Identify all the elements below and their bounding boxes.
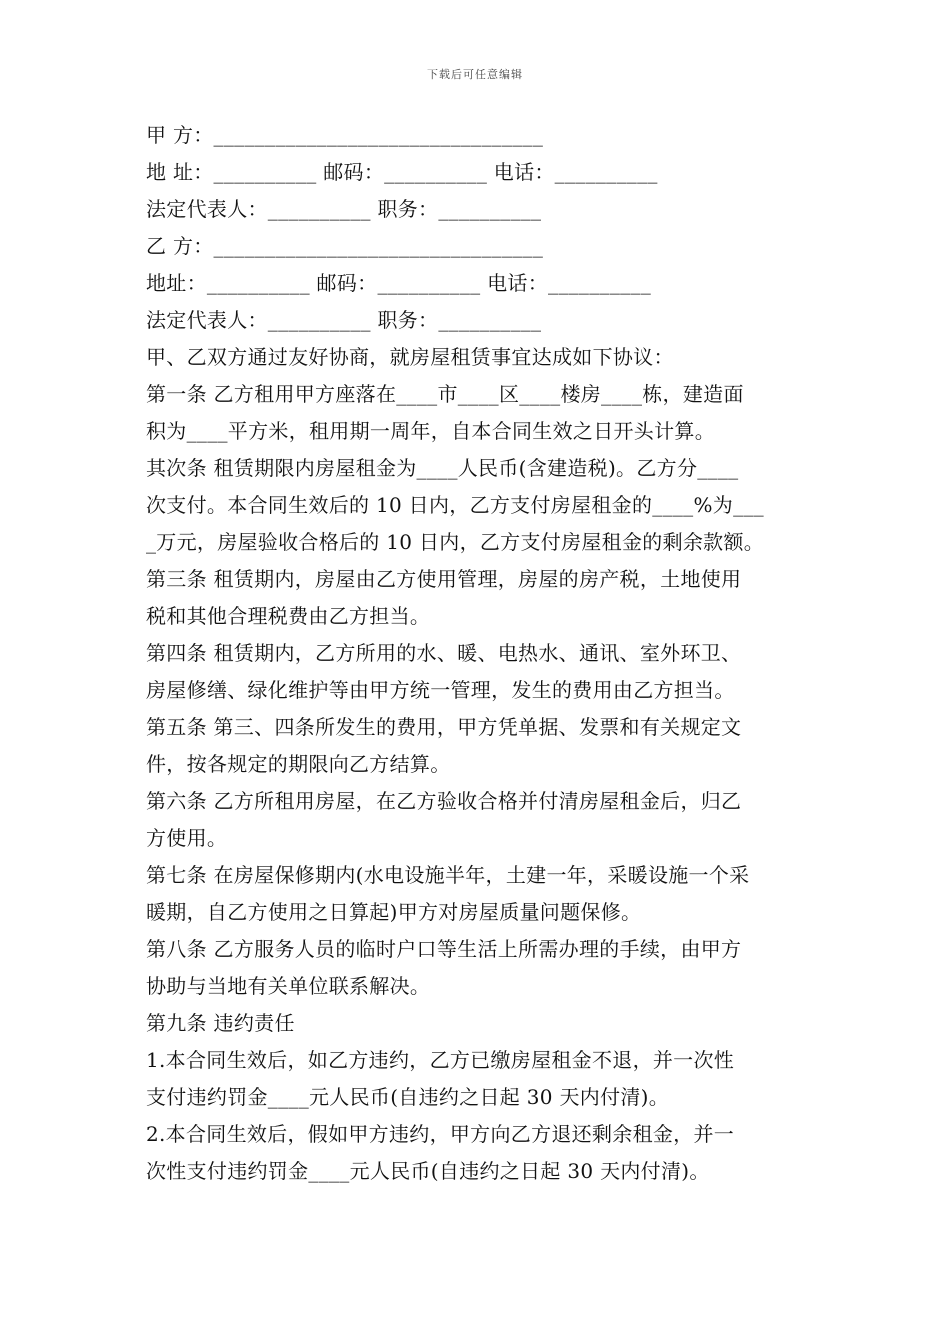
clause-heading-breach: 第九条 违约责任 [146, 1011, 295, 1035]
clause-text-line: _万元，房屋验收合格后的 10 日内，乙方支付房屋租金的剩余款额。 [146, 530, 765, 554]
clause-text-line: 协助与当地有关单位联系解决。 [146, 974, 431, 998]
clause-text-line: 2.本合同生效后，假如甲方违约，甲方向乙方退还剩余租金，并一 [146, 1122, 735, 1146]
clause-text-line: 件，按各规定的期限向乙方结算。 [146, 752, 451, 776]
clause-text-line: 次性支付违约罚金____元人民币(自违约之日起 30 天内付清)。 [146, 1159, 710, 1183]
party-a-address-line: 地 址：__________ 邮码：__________ 电话：__________ [146, 160, 658, 184]
page-header-note: 下载后可任意编辑 [427, 68, 523, 81]
agreement-intro: 甲、乙双方通过友好协商，就房屋租赁事宜达成如下协议： [146, 345, 674, 369]
clause-text-line: 第一条 乙方租用甲方座落在____市____区____楼房____栋，建造面 [146, 382, 744, 406]
clause-text-line: 第八条 乙方服务人员的临时户口等生活上所需办理的手续，由甲方 [146, 937, 742, 961]
contract-body [146, 117, 810, 1190]
clause-text-line: 其次条 租赁期限内房屋租金为____人民币(含建造税)。乙方分____ [146, 456, 739, 480]
clause-text-line: 税和其他合理税费由乙方担当。 [146, 604, 431, 628]
clause-text-line: 第三条 租赁期内，房屋由乙方使用管理，房屋的房产税，土地使用 [146, 567, 742, 591]
clause-text-line: 次支付。本合同生效后的 10 日内，乙方支付房屋租金的____%为___ [146, 493, 764, 517]
party-b-representative-line: 法定代表人：__________ 职务：__________ [146, 308, 542, 332]
clause-text-line: 第七条 在房屋保修期内(水电设施半年，土建一年，采暖设施一个采 [146, 863, 750, 887]
party-b-address-line: 地址：__________ 邮码：__________ 电话：__________ [146, 271, 652, 295]
clause-text-line: 方使用。 [146, 826, 228, 850]
clause-text-line: 积为____平方米，租用期一周年，自本合同生效之日开头计算。 [146, 419, 715, 443]
clause-text-line: 房屋修缮、绿化维护等由甲方统一管理，发生的费用由乙方担当。 [146, 678, 735, 702]
clause-text-line: 1.本合同生效后，如乙方违约，乙方已缴房屋租金不退，并一次性 [146, 1048, 735, 1072]
party-a-line: 甲 方：________________________________ [146, 123, 544, 147]
clause-text-line: 第六条 乙方所租用房屋，在乙方验收合格并付清房屋租金后，归乙 [146, 789, 742, 813]
party-b-line: 乙 方：________________________________ [146, 234, 544, 258]
clause-text-line: 第四条 租赁期内，乙方所用的水、暖、电热水、通讯、室外环卫、 [146, 641, 742, 665]
party-a-representative-line: 法定代表人：__________ 职务：__________ [146, 197, 542, 221]
clause-text-line: 支付违约罚金____元人民币(自违约之日起 30 天内付清)。 [146, 1085, 670, 1109]
clause-text-line: 暖期，自乙方使用之日算起)甲方对房屋质量问题保修。 [146, 900, 642, 924]
clause-text-line: 第五条 第三、四条所发生的费用，甲方凭单据、发票和有关规定文 [146, 715, 742, 739]
